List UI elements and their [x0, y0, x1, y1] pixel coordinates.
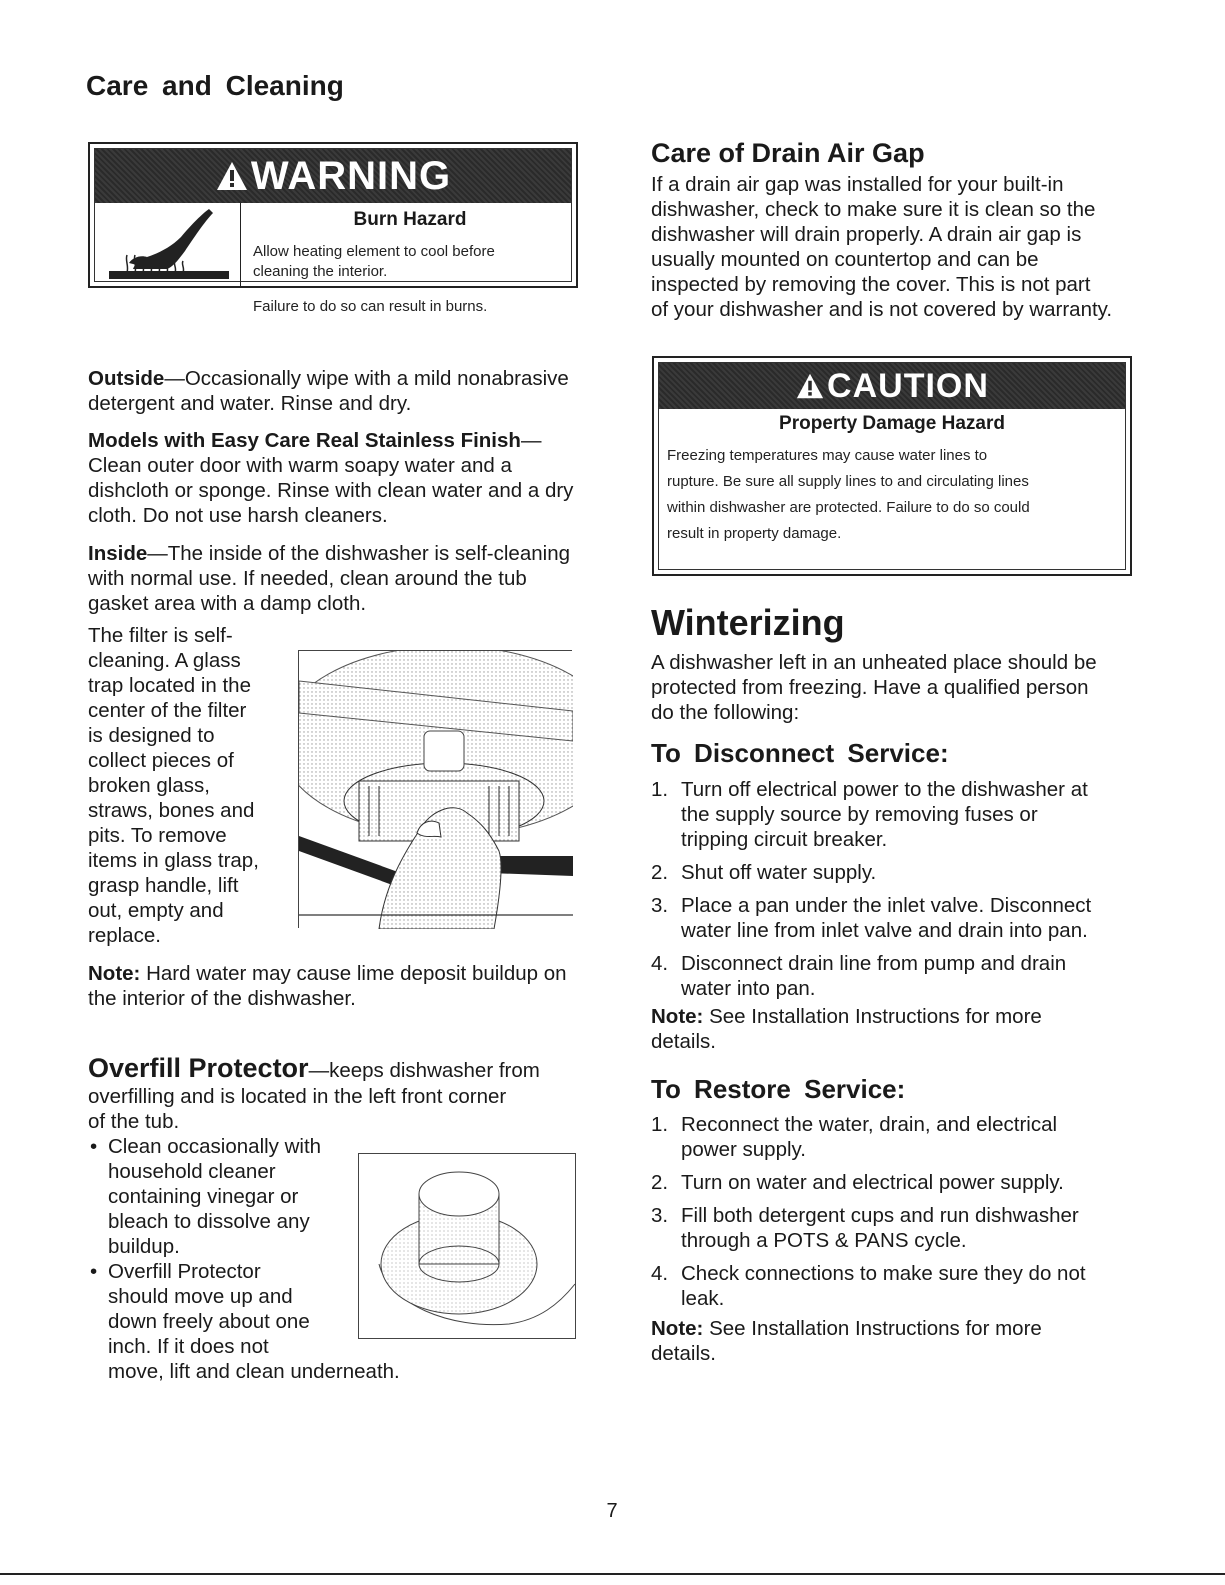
overfill-title: Overfill Protector	[88, 1053, 309, 1083]
warning-header	[95, 149, 571, 203]
warning-box	[88, 142, 578, 315]
page-number: 7	[606, 1500, 618, 1522]
bottom-rule	[0, 1573, 1225, 1575]
filter-line: center of the filter	[88, 699, 247, 722]
note-text: details.	[651, 1030, 716, 1053]
caution-box	[652, 356, 1132, 576]
filter-line: items in glass trap,	[88, 849, 259, 872]
filter-line: out, empty and	[88, 899, 224, 922]
glass-trap-image	[299, 651, 573, 929]
air-gap-line: inspected by removing the cover. This is not part	[651, 273, 1091, 296]
step-line: Shut off water supply.	[681, 861, 877, 884]
list-item	[651, 893, 1131, 943]
caution-header	[659, 363, 1125, 409]
bullet-line: • Overfill Protector	[108, 1260, 261, 1283]
alert-triangle-icon	[215, 160, 249, 192]
note-text: See Installation Instructions for more	[703, 1317, 1042, 1340]
caution-line: result in property damage.	[667, 525, 842, 542]
warning-text-line: Allow heating element to cool before	[253, 243, 495, 260]
filter-illustration	[298, 650, 572, 928]
list-item	[651, 860, 1131, 885]
winterizing-line: protected from freezing. Have a qualified person	[651, 676, 1089, 699]
bullet-line: bleach to dissolve any	[108, 1210, 310, 1233]
restore-note	[651, 1316, 1131, 1366]
bullet-line: move, lift and clean underneath.	[108, 1360, 400, 1383]
inside-label: Inside	[88, 542, 148, 565]
list-item	[651, 777, 1131, 852]
disconnect-note	[651, 1004, 1131, 1054]
stainless-text: —Clean outer door with warm soapy water and a dishcloth or sponge. Rinse with clean water and a dry cloth. Do not use harsh cleaners.	[88, 429, 574, 527]
step-line: through a POTS & PANS cycle.	[681, 1229, 967, 1252]
filter-line: grasp handle, lift	[88, 874, 239, 897]
air-gap-paragraph	[651, 172, 1151, 322]
outside-text: —Occasionally wipe with a mild nonabrasive detergent and water. Rinse and dry.	[88, 367, 569, 415]
warning-text-line: cleaning the interior.	[253, 263, 388, 280]
filter-line: replace.	[88, 924, 161, 947]
filter-line: pits. To remove	[88, 824, 227, 847]
filter-line: collect pieces of	[88, 749, 234, 772]
list-item	[651, 1112, 1131, 1162]
filter-line: The filter is self-	[88, 624, 233, 647]
warning-text-line: Failure to do so can result in burns.	[253, 298, 488, 315]
stainless-paragraph	[88, 428, 578, 528]
step-line: power supply.	[681, 1138, 806, 1161]
note-label: Note:	[88, 962, 141, 985]
outside-label: Outside	[88, 367, 165, 390]
restore-title: To Restore Service:	[651, 1074, 906, 1104]
hot-surface-hand-icon	[107, 207, 231, 283]
step-line: leak.	[681, 1287, 725, 1310]
filter-line: straws, bones and	[88, 799, 255, 822]
restore-steps	[651, 1112, 1131, 1319]
caution-signal-word: CAUTION	[827, 366, 989, 405]
note-text: Hard water may cause lime deposit buildup on the interior of the dishwasher.	[88, 962, 567, 1010]
caution-line: within dishwasher are protected. Failure to do so could	[667, 499, 1030, 516]
bullet-line: down freely about one	[108, 1310, 310, 1333]
overfill-line: of the tub.	[88, 1110, 180, 1133]
step-number: 4.	[651, 1262, 669, 1285]
alert-triangle-icon	[795, 372, 825, 400]
list-item	[651, 1203, 1131, 1253]
step-line: tripping circuit breaker.	[681, 828, 888, 851]
warning-signal-word: WARNING	[250, 153, 452, 198]
winterizing-title: Winterizing	[651, 602, 845, 643]
hard-water-note	[88, 961, 578, 1011]
filter-line: broken glass,	[88, 774, 210, 797]
overfill-illustration	[358, 1153, 576, 1339]
list-item	[651, 951, 1131, 1001]
step-line: Reconnect the water, drain, and electrical	[681, 1113, 1058, 1136]
filter-line: is designed to	[88, 724, 215, 747]
page-title: Care and Cleaning	[86, 70, 344, 101]
note-text: details.	[651, 1342, 716, 1365]
air-gap-line: If a drain air gap was installed for your built-in	[651, 173, 1064, 196]
bullet-line: inch. If it does not	[108, 1335, 269, 1358]
disconnect-steps	[651, 777, 1131, 1009]
step-number: 3.	[651, 894, 669, 917]
step-line: Fill both detergent cups and run dishwasher	[681, 1204, 1079, 1227]
filter-line: cleaning. A glass	[88, 649, 241, 672]
inside-text: —The inside of the dishwasher is self-cleaning with normal use. If needed, clean around the tub gasket area with a damp cloth.	[88, 542, 570, 615]
step-number: 2.	[651, 861, 669, 884]
warning-divider	[240, 203, 241, 286]
winterizing-line: do the following:	[651, 701, 800, 724]
winterizing-line: A dishwasher left in an unheated place should be	[651, 651, 1097, 674]
step-number: 4.	[651, 952, 669, 975]
stainless-label: Models with Easy Care Real Stainless Finish	[88, 429, 521, 452]
disconnect-title: To Disconnect Service:	[651, 738, 949, 768]
bullet-line: • Clean occasionally with	[108, 1135, 322, 1158]
step-number: 3.	[651, 1204, 669, 1227]
inside-paragraph	[88, 541, 578, 616]
note-label: Note:	[651, 1005, 704, 1028]
step-number: 1.	[651, 1113, 669, 1136]
step-line: the supply source by removing fuses or	[681, 803, 1038, 826]
caution-hazard-title: Property Damage Hazard	[779, 413, 1005, 434]
step-line: Turn off electrical power to the dishwasher at	[681, 778, 1088, 801]
air-gap-title: Care of Drain Air Gap	[651, 138, 925, 168]
step-line: Place a pan under the inlet valve. Disconnect	[681, 894, 1092, 917]
air-gap-line: dishwasher will drain properly. A drain air gap is	[651, 223, 1082, 246]
list-item	[651, 1261, 1131, 1311]
caution-line: Freezing temperatures may cause water lines to	[667, 447, 988, 464]
bullet-line: should move up and	[108, 1285, 293, 1308]
outside-paragraph	[88, 366, 578, 416]
step-line: Disconnect drain line from pump and drain	[681, 952, 1067, 975]
bullet-line: buildup.	[108, 1235, 180, 1258]
air-gap-line: of your dishwasher and is not covered by warranty.	[651, 298, 1113, 321]
air-gap-line: dishwasher, check to make sure it is clean so the	[651, 198, 1096, 221]
step-line: Check connections to make sure they do not	[681, 1262, 1086, 1285]
air-gap-line: usually mounted on countertop and can be	[651, 248, 1039, 271]
filter-line: trap located in the	[88, 674, 251, 697]
step-line: Turn on water and electrical power supply.	[681, 1171, 1064, 1194]
overfill-title-suffix: —keeps dishwasher from	[308, 1059, 540, 1082]
list-item	[651, 1170, 1131, 1195]
winterizing-paragraph	[651, 650, 1151, 725]
note-label: Note:	[651, 1317, 704, 1340]
filter-paragraph	[88, 623, 293, 948]
bullet-line: containing vinegar or	[108, 1185, 299, 1208]
step-line: water line from inlet valve and drain into pan.	[681, 919, 1088, 942]
warning-hazard-title: Burn Hazard	[353, 209, 467, 230]
caution-text	[667, 443, 1117, 547]
step-number: 1.	[651, 778, 669, 801]
bullet-line: household cleaner	[108, 1160, 276, 1183]
step-line: water into pan.	[681, 977, 816, 1000]
caution-line: rupture. Be sure all supply lines to and circulating lines	[667, 473, 1029, 490]
overfill-line: overfilling and is located in the left front corner	[88, 1085, 507, 1108]
note-text: See Installation Instructions for more	[703, 1005, 1042, 1028]
step-number: 2.	[651, 1171, 669, 1194]
overfill-protector-image	[359, 1154, 575, 1338]
overfill-heading	[88, 1053, 588, 1084]
